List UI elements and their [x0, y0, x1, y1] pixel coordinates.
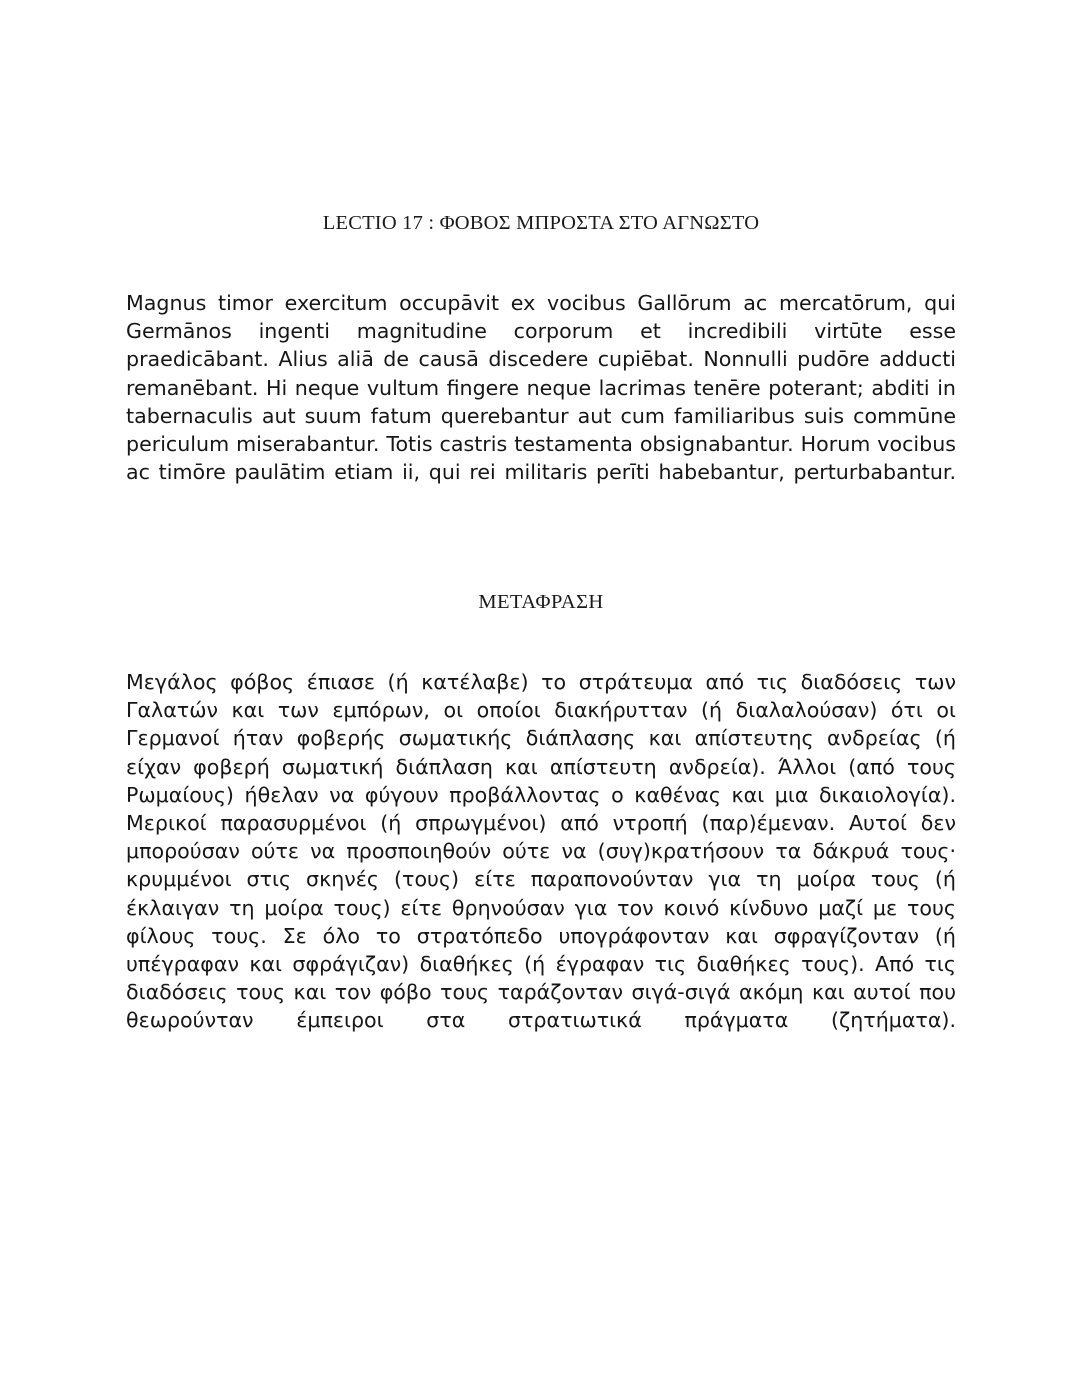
- greek-translation-paragraph: Μεγάλος φόβος έπιασε (ή κατέλαβε) το στράτευμα από τις διαδόσεις των Γαλατών και των εμπόρων, οι οποίοι διακήρυτταν (ή διαλαλούσαν) ότι οι Γερμανοί ήταν φοβερής σωματικής διάπλασης και απίστευτης ανδρείας (ή είχαν φοβερή σωματική διάπλαση και απίστευτη ανδρεία). Άλλοι (από τους Ρωμαίους) ήθελαν να φύγουν προβάλλοντας ο καθένας και μια δικαιολογία). Μερικοί παρασυρμένοι (ή σπρωγμένοι) από ντροπή (παρ)έμεναν. Αυτοί δεν μπορούσαν ούτε να προσποιηθούν ούτε να (συγ)κρατήσουν τα δάκρυά τους· κρυμμένοι στις σκηνές (τους) είτε παραπονούνταν για τη μοίρα τους (ή έκλαιγαν τη μοίρα τους) είτε θρηνούσαν για τον κοινό κίνδυνο μαζί με τους φίλους τους. Σε όλο το στρατόπεδο υπογράφονταν και σφραγίζονταν (ή υπέγραφαν και σφράγιζαν) διαθήκες (ή έγραφαν τις διαθήκες τους). Από τις διαδόσεις τους και τον φόβο τους ταράζονταν σιγά-σιγά ακόμη και αυτοί που θεωρούνταν έμπειροι στα στρατιωτικά πράγματα (ζητήματα).: [126, 670, 956, 1033]
- translation-section-heading: ΜΕΤΑΦΡΑΣΗ: [478, 591, 604, 613]
- page-title: LECTIO 17 : ΦΟΒΟΣ ΜΠΡΟΣΤΑ ΣΤΟ ΑΓΝΩΣΤΟ: [322, 212, 760, 234]
- latin-text-paragraph: Magnus timor exercitum occupāvit ex vocibus Gallōrum ac mercatōrum, qui Germānos ingenti magnitudine corporum et incredibili virtūte esse praedicābant. Alius aliā de causā discedere cupiēbat. Nonnulli pudōre adducti remanēbant. Hi neque vultum fingere neque lacrimas tenēre poterant; abditi in tabernaculis aut suum fatum querebantur aut cum familiaribus suis commūne periculum miserabantur. Totis castris testamenta obsignabantur. Horum vocibus ac timōre paulātim etiam ii, qui rei militaris perīti habebantur, perturbabantur.: [126, 291, 956, 485]
